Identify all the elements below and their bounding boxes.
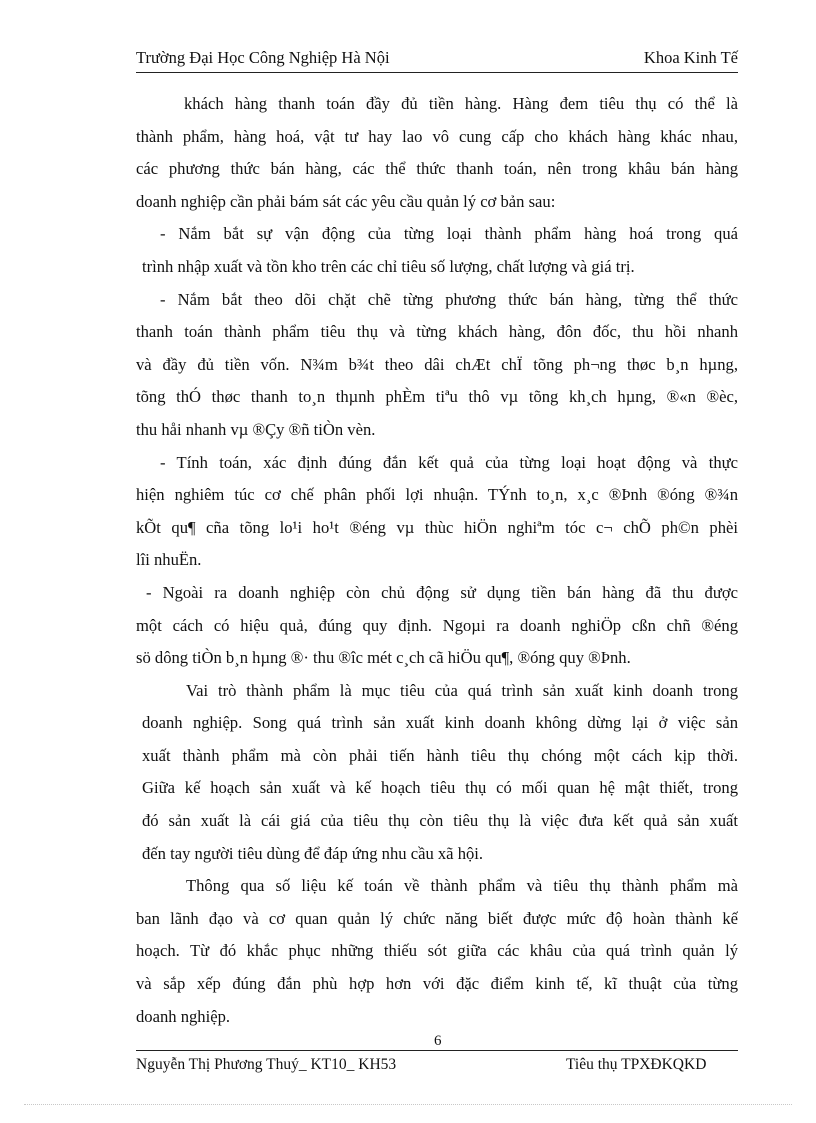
text-line: trình nhập xuất và tồn kho trên các chỉ tiêu số lượng, chất lượng và giá trị. <box>142 256 635 276</box>
footer-author: Nguyễn Thị Phương Thuý_ KT10_ KH53 <box>136 1056 397 1073</box>
text-line: Giữa kế hoạch sản xuất và kế hoạch tiêu thụ có mối quan hệ mật thiết, trong <box>142 778 738 798</box>
text-line: và sắp xếp đúng đắn phù hợp hơn với đặc điểm kinh tế, kĩ thuật của từng <box>136 974 738 994</box>
text-line: sö dông tiÒn b¸n hµng ®· thu ®îc mét c¸ch cã hiÖu qu¶, ®óng quy ®Þnh. <box>136 648 631 668</box>
document-body <box>136 88 738 1033</box>
text-line: doanh nghiệp. <box>136 1006 231 1026</box>
footer-topic: Tiêu thụ TPXĐKQKD <box>566 1056 707 1073</box>
text-line: - Nắm bắt theo dõi chặt chẽ từng phương thức bán hàng, từng thể thức <box>160 289 738 309</box>
text-line: - Nắm bắt sự vận động của từng loại thành phẩm hàng hoá trong quá <box>160 224 738 244</box>
text-line: khách hàng thanh toán đầy đủ tiền hàng. Hàng đem tiêu thụ có thể là <box>184 94 738 113</box>
page-number: 6 <box>434 1033 442 1049</box>
school-name: Trường Đại Học Công Nghiệp Hà Nội <box>136 48 390 67</box>
text-line: - Ngoài ra doanh nghiệp còn chủ động sử dụng tiền bán hàng đã thu được <box>146 582 738 602</box>
text-line: đó sản xuất là cái giá của tiêu thụ còn tiêu thụ là việc đưa kết quả sản xuất <box>142 811 738 831</box>
text-line: doanh nghiệp. Song quá trình sản xuất kinh doanh không dừng lại ở việc sản <box>142 713 738 733</box>
text-line: và đầy đủ tiền vốn. N¾m b¾t theo dâi chÆt chÏ tõng ph¬ng thøc b¸n hµng, <box>136 354 738 374</box>
text-line: tõng thÓ thøc thanh to¸n thµnh phÈm tiªu thô vµ tõng kh¸ch hµng, ®«n ®èc, <box>136 387 738 407</box>
faculty-name: Khoa Kinh Tế <box>643 48 738 67</box>
text-line: - Tính toán, xác định đúng đắn kết quả của từng loại hoạt động và thực <box>160 452 738 472</box>
text-line: ban lãnh đạo và cơ quan quản lý chức năng biết được mức độ hoàn thành kế <box>136 908 738 928</box>
text-line: doanh nghiệp cần phải bám sát các yêu cầu quản lý cơ bản sau: <box>136 191 556 211</box>
text-line: hiện nghiêm túc cơ chế phân phối lợi nhuận. TÝnh to¸n, x¸c ®Þnh ®óng ®¾n <box>136 485 738 505</box>
page-header <box>136 48 738 73</box>
text-line: Vai trò thành phẩm là mục tiêu của quá trình sản xuất kinh doanh trong <box>186 680 738 700</box>
text-line: đến tay người tiêu dùng để đáp ứng nhu cầu xã hội. <box>142 843 484 863</box>
text-line: thanh toán thành phẩm tiêu thụ và từng khách hàng, đôn đốc, thu hồi nhanh <box>136 322 738 342</box>
text-line: xuất thành phẩm mà còn phải tiến hành tiêu thụ chóng một cách kịp thời. <box>142 745 738 765</box>
text-line: lîi nhuËn. <box>136 550 202 570</box>
page-break-line <box>24 1104 792 1105</box>
text-line: thu håi nhanh vµ ®Çy ®ñ tiÒn vèn. <box>136 419 376 439</box>
text-line: kÕt qu¶ cña tõng lo¹i ho¹t ®éng vµ thùc hiÖn nghiªm tóc c¬ chÕ ph©n phèi <box>136 517 738 537</box>
text-line: các phương thức bán hàng, các thể thức thanh toán, nên trong khâu bán hàng <box>136 159 738 179</box>
text-line: hoạch. Từ đó khắc phục những thiếu sót giữa các khâu của quá trình quản lý <box>136 941 738 961</box>
text-line: thành phẩm, hàng hoá, vật tư hay lao vô cung cấp cho khách hàng khác nhau, <box>136 126 738 146</box>
text-line: một cách có hiệu quả, đúng quy định. Ngoµi ra doanh nghiÖp cßn chñ ®éng <box>136 615 738 635</box>
text-line: Thông qua số liệu kế toán về thành phẩm và tiêu thụ thành phẩm mà <box>186 876 738 896</box>
footer-divider <box>136 1050 738 1051</box>
